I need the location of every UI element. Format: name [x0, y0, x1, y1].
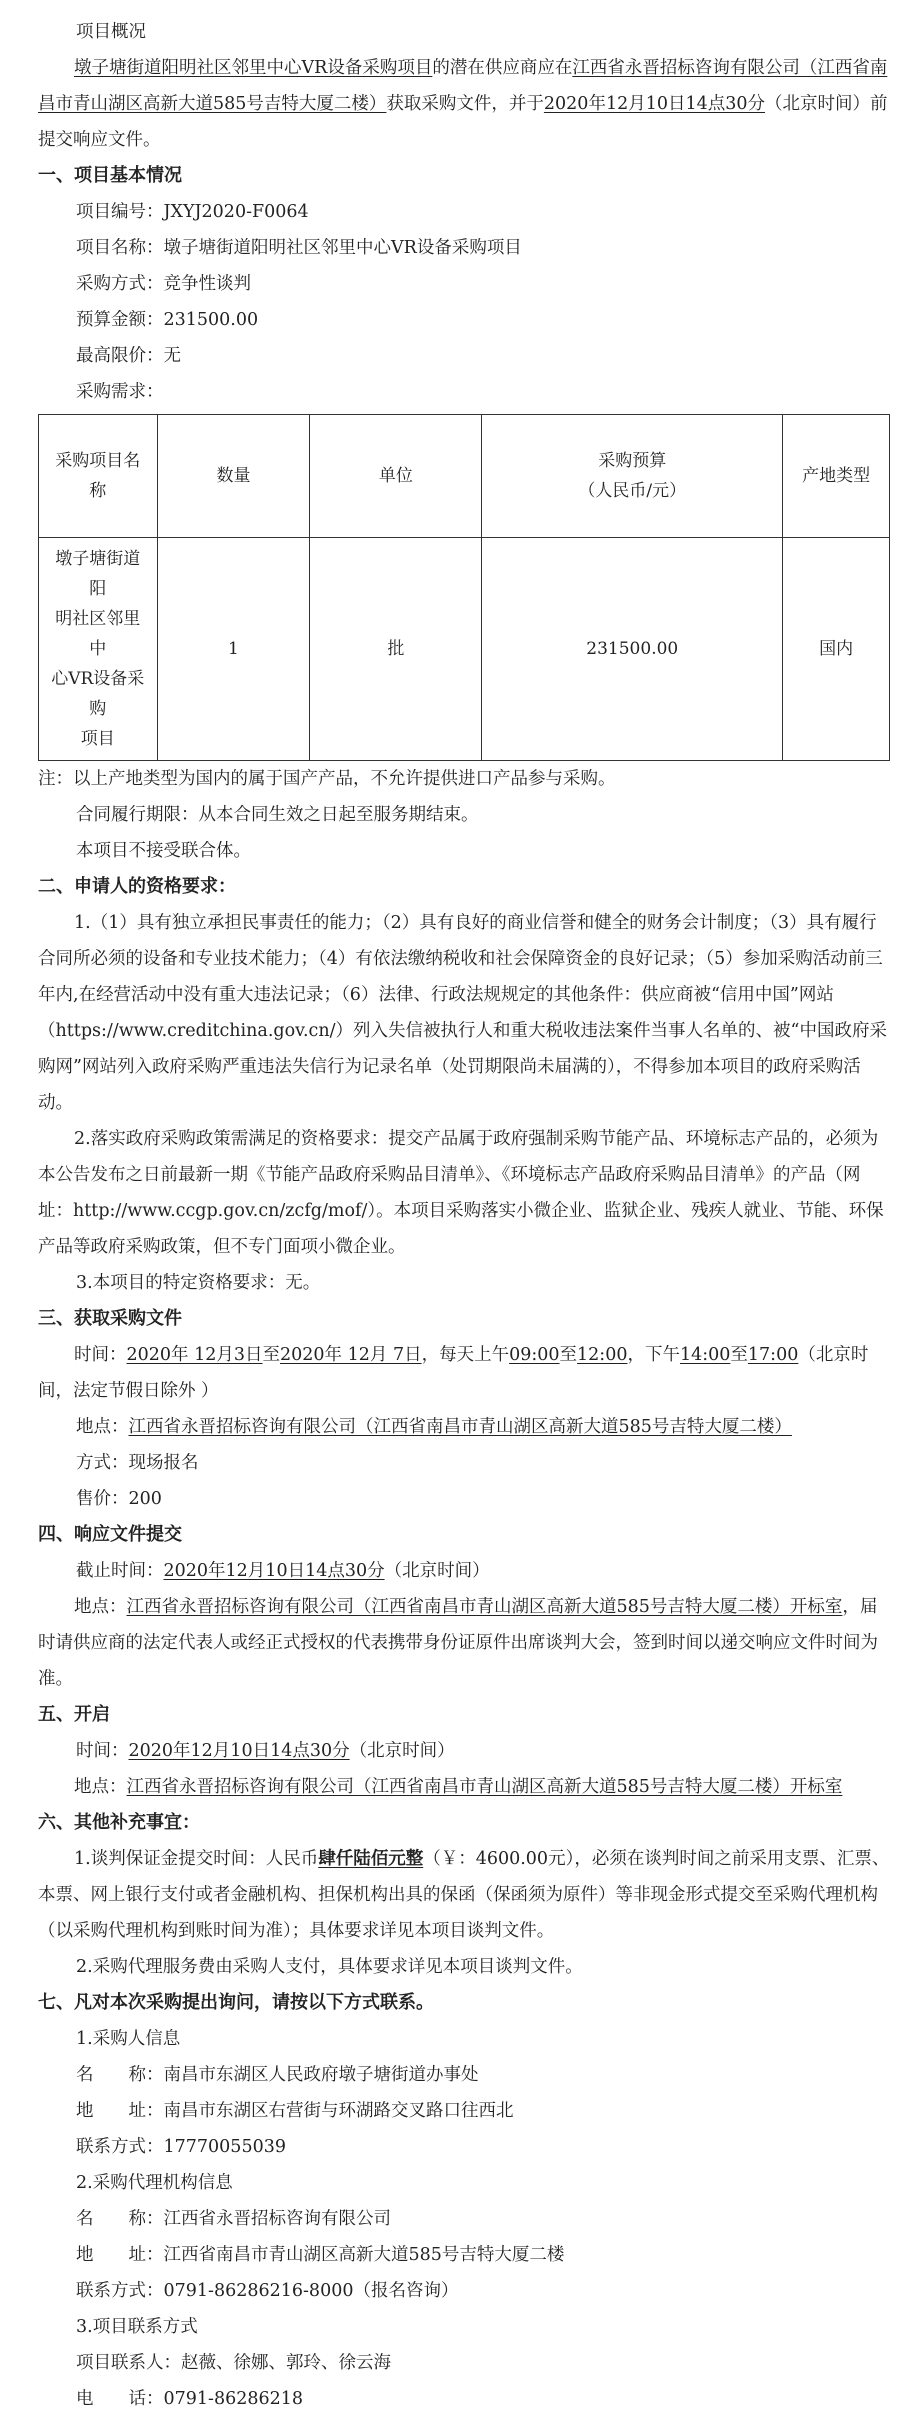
qualification-1: 1.（1）具有独立承担民事责任的能力；（2）具有良好的商业信誉和健全的财务会计制度；（3）具有履行合同所必须的设备和专业技术能力；（4）有依法缴纳税收和社会保障资金的良好记录；（5）参加采购活动前三年内,在经营活动中没有重大违法记录；（6）法律、行政法规规定的其他条件：供应商被“信用中国”网站（https://www.creditchina.gov.cn/）列入失信被执行人和重大税收违法案件当事人名单的、被“中国政府采购网”网站列入政府采购严重违法失信行为记录名单（处罚期限尚未届满的），不得参加本项目的政府采购活动。: [38, 913, 887, 1113]
overview-title: 项目概况: [76, 22, 146, 42]
budget-header-unit: （人民币/元）: [578, 481, 687, 501]
label: 地点：: [74, 1777, 127, 1797]
value: 南昌市东湖区人民政府墩子塘街道办事处: [163, 2065, 479, 2085]
pm-start: 14:00: [679, 1345, 731, 1365]
label: 项目联系人：: [76, 2353, 181, 2373]
project-contact-title: 3.项目联系方式: [76, 2317, 198, 2337]
connector: 至: [262, 1345, 281, 1365]
section-heading-4: 四、响应文件提交: [38, 1524, 182, 1545]
table-cell-origin: 国内: [783, 538, 890, 761]
buyer-contact: [38, 2129, 890, 2165]
cell-line: 明社区邻里中: [55, 609, 141, 659]
project-contact-people: [38, 2345, 890, 2381]
deposit-text: （￥：4600.00元），必须在谈判时间之前采用支票、汇票、本票、网上银行支付或者金融机构、担保机构出具的保函（保函须为原件）等非现金形式提交至采购代理机构（以采购代理机构到账时间为准）；具体要求详见本项目谈判文件。: [38, 1849, 890, 1941]
connector: 至: [559, 1345, 578, 1365]
section-heading-3: 三、获取采购文件: [38, 1308, 182, 1329]
deadline-link: 2020年12月10日14点30分: [543, 94, 766, 114]
section-heading-7: 七、凡对本次采购提出询问，请按以下方式联系。: [38, 1992, 434, 2013]
am-start: 09:00: [509, 1345, 560, 1365]
pm-end: 17:00: [747, 1345, 799, 1365]
submit-address: 江西省永晋招标咨询有限公司（江西省南昌市青山湖区高新大道585号吉特大厦二楼）开标室: [126, 1597, 843, 1617]
project-name: 项目名称：墩子塘街道阳明社区邻里中心VR设备采购项目: [76, 238, 522, 258]
procurement-method: 采购方式：竞争性谈判: [76, 274, 251, 294]
qualification-2: 2.落实政府采购政策需满足的资格要求：提交产品属于政府强制采购节能产品、环境标志产品的，必须为本公告发布之日前最新一期《节能产品政府采购品目清单》、《环境标志产品政府采购品目清单》的产品（网址：http://www.ccgp.gov.cn/zcfg/mof/）。本项目采购落实小微企业、监狱企业、残疾人就业、节能、环保产品等政府采购政策，但不专门面项小微企业。: [38, 1129, 884, 1257]
label: 地点：: [76, 1417, 129, 1437]
acquire-place: [38, 1409, 890, 1445]
value: 南昌市东湖区右营街与环湖路交叉路口往西北: [163, 2101, 514, 2121]
project-number: 项目编号：JXYJ2020-F0064: [76, 202, 309, 222]
value: 赵薇、徐娜、郭玲、徐云海: [181, 2353, 391, 2373]
deadline-value: 2020年12月10日14点30分: [163, 1561, 385, 1581]
time-note: （北京时间）: [349, 1741, 455, 1761]
opening-address: 江西省永晋招标咨询有限公司（江西省南昌市青山湖区高新大道585号吉特大厦二楼）开标室: [126, 1777, 843, 1797]
submit-deadline: [38, 1553, 890, 1589]
value: 17770055039: [163, 2137, 286, 2157]
consortium-note: 本项目不接受联合体。: [76, 841, 251, 861]
end-date: 2020年 12月 7日: [280, 1345, 422, 1365]
am-end: 12:00: [577, 1345, 628, 1365]
label: 时间：: [74, 1345, 127, 1365]
budget-header-line: 采购预算: [598, 451, 667, 471]
label: 联系方式：: [76, 2281, 164, 2301]
procurement-needs: 采购需求：: [76, 382, 164, 402]
max-price: 最高限价：无: [76, 346, 181, 366]
agent-name: [38, 2201, 890, 2237]
value: 0791-86286218: [163, 2389, 304, 2409]
document-price: 售价：200: [76, 1489, 162, 1509]
value: 0791-86286216-8000（报名咨询）: [163, 2281, 459, 2301]
origin-note: 注：以上产地类型为国内的属于国产产品，不允许提供进口产品参与采购。: [38, 769, 616, 789]
qualification-3: 3.本项目的特定资格要求：无。: [76, 1273, 321, 1293]
opening-place: [38, 1769, 890, 1805]
label: 名 称：: [76, 2065, 164, 2085]
label: 地点：: [74, 1597, 127, 1617]
table-header-cell: 单位: [310, 415, 482, 538]
section-heading-6: 六、其他补充事宜：: [38, 1812, 200, 1833]
table-row: [39, 538, 890, 761]
label: 地 址：: [76, 2245, 164, 2265]
connector: ，每天上午: [421, 1345, 510, 1365]
time-note: （北京时间）: [384, 1561, 490, 1581]
section-heading-2: 二、申请人的资格要求：: [38, 876, 236, 897]
deposit-amount: 肆仟陆佰元整: [318, 1849, 424, 1869]
cell-line: 项目: [80, 729, 115, 749]
submit-place: [38, 1589, 890, 1697]
label: 截止时间：: [76, 1561, 164, 1581]
table-header-row: [39, 415, 890, 538]
label: 时间：: [76, 1741, 129, 1761]
value: 江西省永晋招标咨询有限公司: [163, 2209, 391, 2229]
table-cell-unit: 批: [310, 538, 482, 761]
project-name-link: 墩子塘街道阳明社区邻里中心VR设备采购项目: [74, 58, 433, 78]
table-cell-qty: 1: [157, 538, 310, 761]
section-heading-1: 一、项目基本情况: [38, 165, 182, 186]
table-header-cell: 采购项目名称: [39, 415, 158, 538]
table-header-cell: 数量: [157, 415, 310, 538]
cell-line: 心VR设备采购: [51, 669, 145, 719]
contract-period: 合同履行期限：从本合同生效之日起至服务期结束。: [76, 805, 479, 825]
table-header-cell: [482, 415, 783, 538]
intro-text: （北京时间）前提交响应文件。: [38, 94, 888, 150]
buyer-address: [38, 2093, 890, 2129]
table-cell-name: [39, 538, 158, 761]
agent-title: 2.采购代理机构信息: [76, 2173, 233, 2193]
time-note: （北京时间，法定节假日除外 ）: [38, 1345, 869, 1401]
buyer-name: [38, 2057, 890, 2093]
table-cell-budget: 231500.00: [482, 538, 783, 761]
opening-time-value: 2020年12月10日14点30分: [128, 1741, 350, 1761]
overview-intro: [38, 50, 890, 158]
acquire-address: 江西省永晋招标咨询有限公司（江西省南昌市青山湖区高新大道585号吉特大厦二楼）: [128, 1417, 792, 1437]
intro-text: 的潜在供应商应在: [432, 58, 573, 78]
connector: ，下午: [627, 1345, 680, 1365]
connector: 至: [730, 1345, 748, 1365]
label: 联系方式：: [76, 2137, 164, 2157]
acquire-time: [38, 1337, 890, 1409]
label: 地 址：: [76, 2101, 164, 2121]
announcement-page: [38, 14, 890, 2417]
agency-fee: 2.采购代理服务费由采购人支付，具体要求详见本项目谈判文件。: [76, 1957, 583, 1977]
opening-time: [38, 1733, 890, 1769]
label: 电 话：: [76, 2389, 164, 2409]
cell-line: 墩子塘街道阳: [55, 549, 141, 599]
section-heading-5: 五、开启: [38, 1704, 110, 1725]
deposit-info: [38, 1841, 890, 1949]
agency-address-link: 江西省永晋招标咨询有限公司（江西省南昌市青山湖区高新大道585号吉特大厦二楼）: [38, 58, 888, 114]
requirements-table: [38, 414, 890, 761]
acquire-method: 方式：现场报名: [76, 1453, 199, 1473]
intro-text: 获取采购文件，并于: [386, 94, 544, 114]
project-contact-phone: [38, 2381, 890, 2417]
start-date: 2020年 12月3日: [126, 1345, 263, 1365]
agent-contact: [38, 2273, 890, 2309]
table-header-cell: 产地类型: [783, 415, 890, 538]
value: 江西省南昌市青山湖区高新大道585号吉特大厦二楼: [163, 2245, 565, 2265]
submit-note: ，届时请供应商的法定代表人或经正式授权的代表携带身份证原件出席谈判大会，签到时间以递交响应文件时间为准。: [38, 1597, 878, 1689]
budget-amount: 预算金额：231500.00: [76, 310, 259, 330]
label: 名 称：: [76, 2209, 164, 2229]
deposit-text: 1.谈判保证金提交时间：人民币: [74, 1849, 319, 1869]
buyer-title: 1.采购人信息: [76, 2029, 181, 2049]
